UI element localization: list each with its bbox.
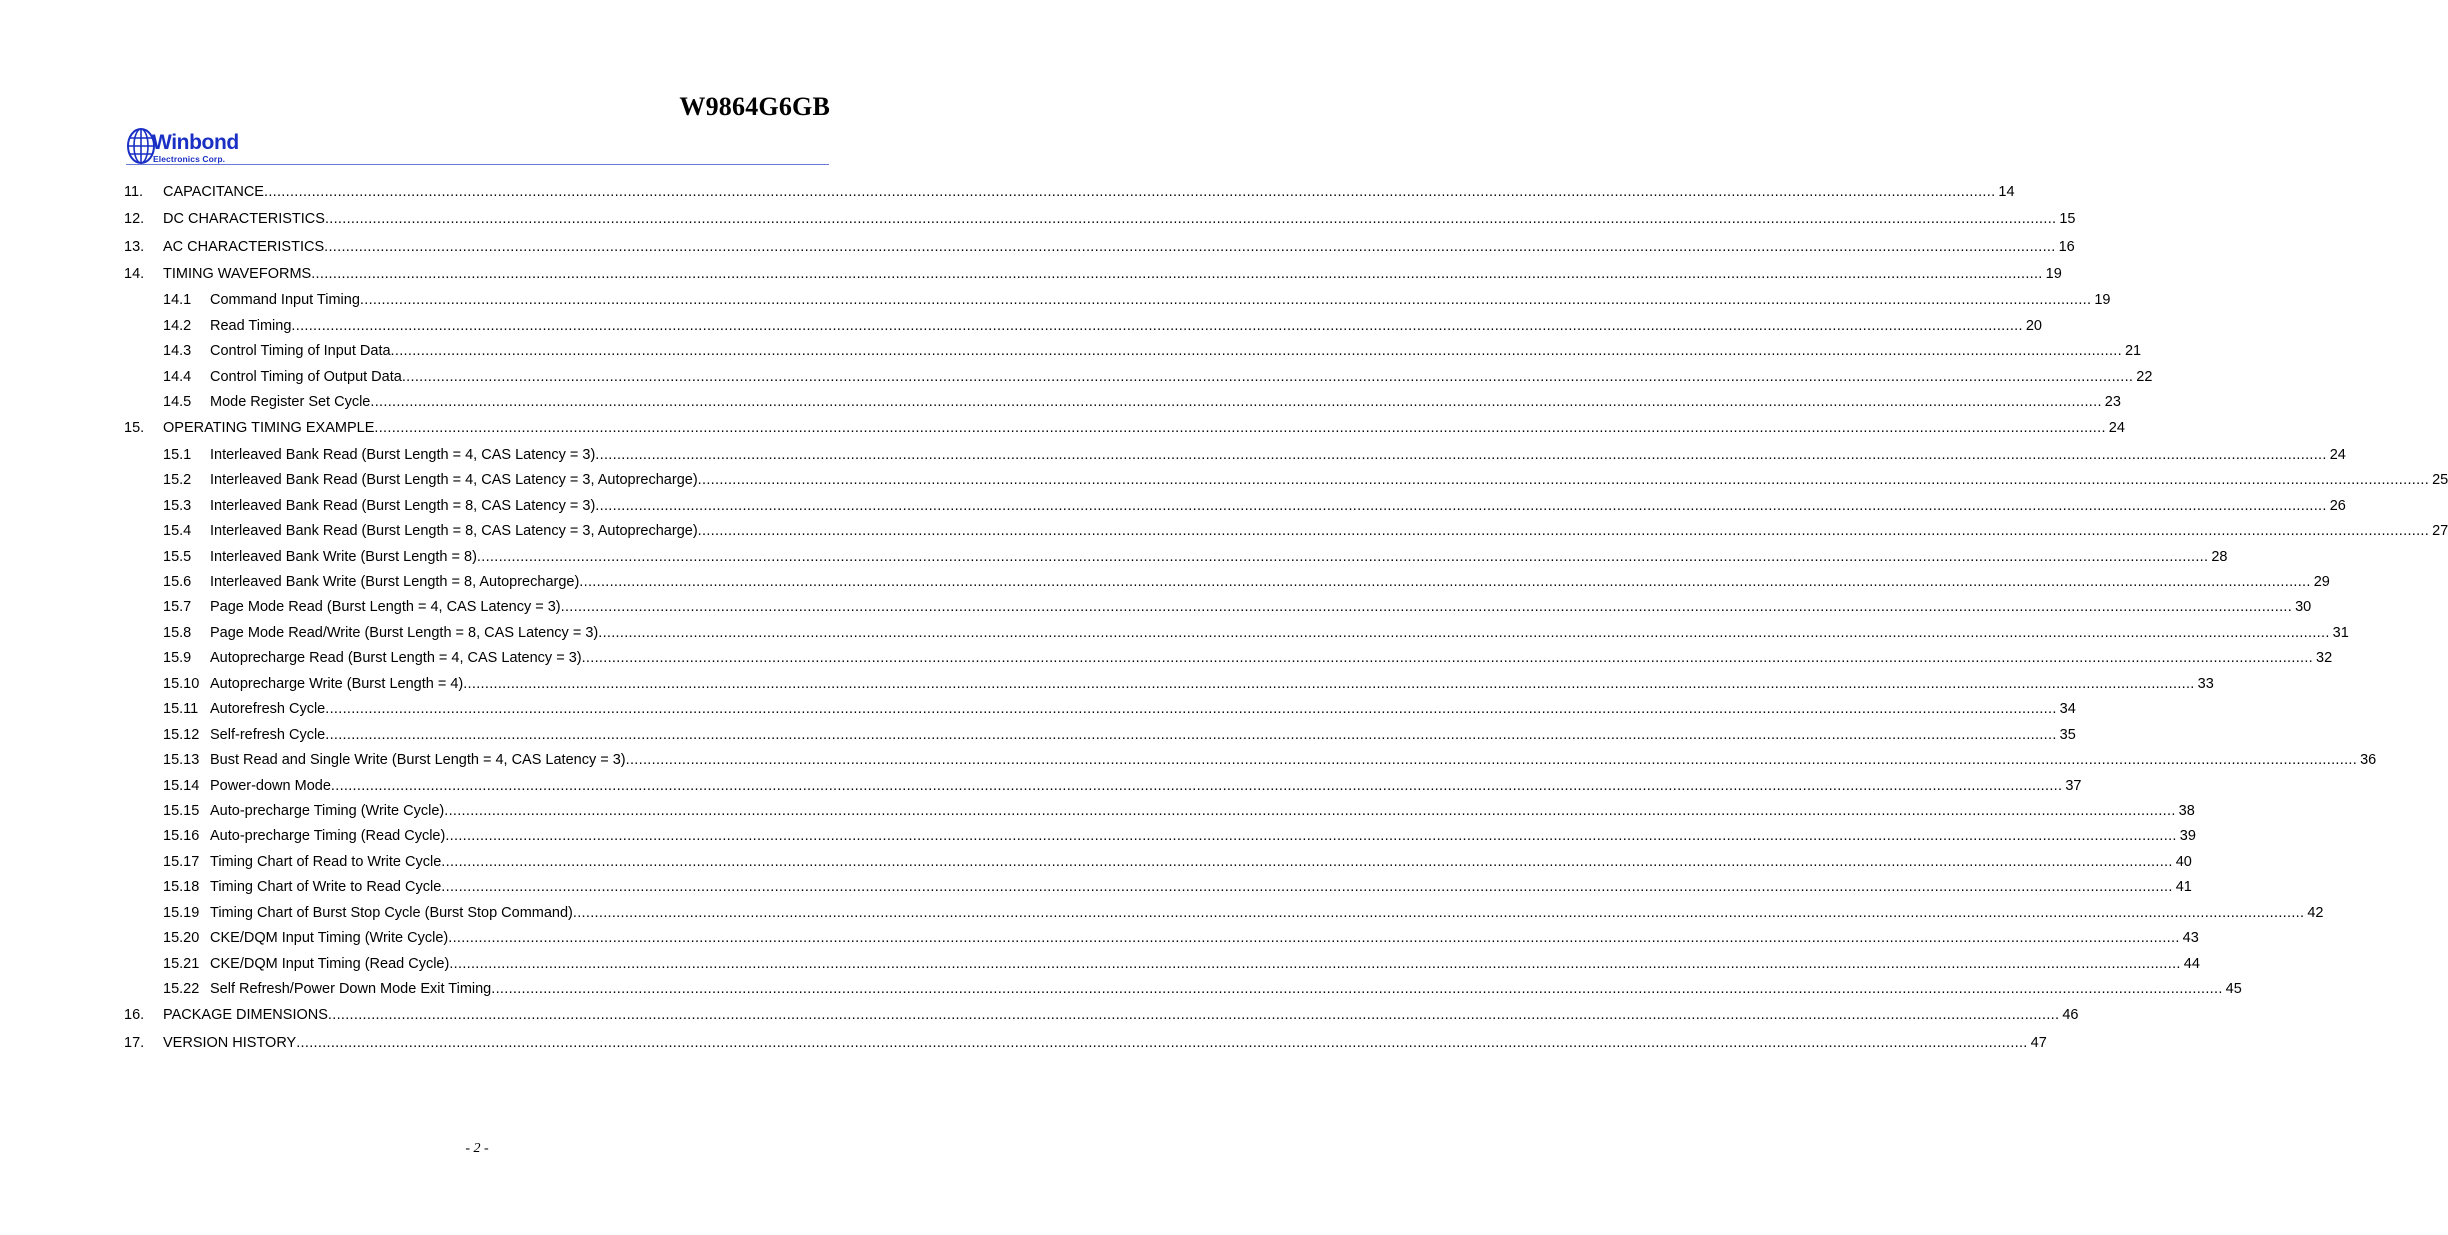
toc-entry-number: 15.20 bbox=[163, 930, 200, 946]
toc-entry[interactable] bbox=[124, 264, 2062, 284]
toc-dot-leader: ................................................................................................................................................................................................................................................................................................................................................................................................................ bbox=[325, 727, 2057, 743]
toc-entry-page: 41 bbox=[2173, 877, 2192, 897]
toc-entry-number: 15.11 bbox=[163, 701, 199, 717]
toc-entry-label: Auto-precharge Timing (Write Cycle) bbox=[210, 803, 445, 819]
toc-entry-number: 14.4 bbox=[163, 369, 192, 385]
toc-entry-label: Interleaved Bank Read (Burst Length = 8, CAS Latency = 3) bbox=[210, 498, 596, 514]
toc-entry-page: 15 bbox=[2056, 209, 2075, 229]
toc-entry-page: 44 bbox=[2181, 954, 2200, 974]
toc-entry[interactable] bbox=[124, 445, 2346, 465]
toc-entry-page: 37 bbox=[2062, 776, 2081, 796]
toc-entry[interactable] bbox=[124, 290, 2111, 310]
logo-wordmark: Winbond bbox=[152, 131, 239, 154]
toc-dot-leader: ................................................................................................................................................................................................................................................................................................................................................................................................................ bbox=[598, 625, 2330, 641]
toc-dot-leader: ................................................................................................................................................................................................................................................................................................................................................................................................................ bbox=[595, 447, 2327, 463]
toc-entry[interactable] bbox=[124, 979, 2242, 999]
toc-dot-leader: ................................................................................................................................................................................................................................................................................................................................................................................................................ bbox=[324, 211, 2057, 227]
toc-entry-page: 45 bbox=[2223, 979, 2242, 999]
toc-entry-page: 20 bbox=[2023, 316, 2042, 336]
toc-dot-leader: ................................................................................................................................................................................................................................................................................................................................................................................................................ bbox=[445, 828, 2177, 844]
toc-dot-leader: ................................................................................................................................................................................................................................................................................................................................................................................................................ bbox=[476, 549, 2209, 565]
toc-entry-label: OPERATING TIMING EXAMPLE bbox=[163, 420, 375, 436]
toc-entry[interactable] bbox=[124, 237, 2075, 257]
toc-entry[interactable] bbox=[124, 341, 2142, 361]
toc-entry-number: 15.21 bbox=[163, 956, 200, 972]
toc-entry-number: 15.19 bbox=[163, 905, 200, 921]
toc-entry-page: 19 bbox=[2091, 290, 2110, 310]
toc-entry-label: Control Timing of Input Data bbox=[210, 343, 391, 359]
toc-entry-page: 22 bbox=[2133, 367, 2152, 387]
toc-entry-number: 15.18 bbox=[163, 879, 200, 895]
toc-entry[interactable] bbox=[124, 674, 2214, 694]
toc-entry[interactable] bbox=[124, 648, 2333, 668]
toc-entry-page: 21 bbox=[2122, 341, 2141, 361]
toc-entry[interactable] bbox=[124, 928, 2199, 948]
toc-entry-label: Interleaved Bank Read (Burst Length = 4, CAS Latency = 3) bbox=[210, 447, 596, 463]
toc-entry-number: 15.7 bbox=[163, 599, 192, 615]
toc-entry-label: Autoprecharge Read (Burst Length = 4, CAS Latency = 3) bbox=[210, 650, 582, 666]
toc-entry-label: PACKAGE DIMENSIONS bbox=[163, 1007, 328, 1023]
toc-entry-label: Bust Read and Single Write (Burst Length = 4, CAS Latency = 3) bbox=[210, 752, 626, 768]
toc-dot-leader: ................................................................................................................................................................................................................................................................................................................................................................................................................ bbox=[359, 292, 2092, 308]
toc-dot-leader: ................................................................................................................................................................................................................................................................................................................................................................................................................ bbox=[441, 879, 2173, 895]
toc-entry-label: Autoprecharge Write (Burst Length = 4) bbox=[210, 676, 464, 692]
toc-entry-label: Timing Chart of Write to Read Cycle bbox=[210, 879, 442, 895]
toc-entry-number: 11. bbox=[124, 184, 144, 200]
toc-entry-page: 27 bbox=[2429, 521, 2448, 541]
toc-entry-label: VERSION HISTORY bbox=[163, 1035, 297, 1051]
toc-entry-label: Mode Register Set Cycle bbox=[210, 394, 371, 410]
toc-entry-label: Interleaved Bank Write (Burst Length = 8, Autoprecharge) bbox=[210, 574, 580, 590]
toc-dot-leader: ................................................................................................................................................................................................................................................................................................................................................................................................................ bbox=[330, 778, 2063, 794]
toc-entry-number: 16. bbox=[124, 1007, 145, 1023]
toc-entry-label: Command Input Timing bbox=[210, 292, 360, 308]
toc-entry-label: Auto-precharge Timing (Read Cycle) bbox=[210, 828, 446, 844]
toc-entry[interactable] bbox=[124, 1033, 2047, 1053]
toc-entry-page: 16 bbox=[2056, 237, 2075, 257]
document-title: W9864G6GB bbox=[679, 92, 830, 121]
toc-entry-page: 32 bbox=[2313, 648, 2332, 668]
toc-entry-page: 24 bbox=[2106, 418, 2125, 438]
toc-entry-label: CKE/DQM Input Timing (Read Cycle) bbox=[210, 956, 450, 972]
toc-entry[interactable] bbox=[124, 903, 2324, 923]
toc-dot-leader: ................................................................................................................................................................................................................................................................................................................................................................................................................ bbox=[697, 472, 2430, 488]
toc-entry-number: 15.4 bbox=[163, 523, 192, 539]
toc-entry-page: 38 bbox=[2176, 801, 2195, 821]
toc-entry-number: 17. bbox=[124, 1035, 145, 1051]
toc-entry[interactable] bbox=[124, 209, 2076, 229]
toc-entry-page: 28 bbox=[2208, 547, 2227, 567]
toc-entry-page: 25 bbox=[2429, 470, 2448, 490]
toc-entry-label: Power-down Mode bbox=[210, 778, 331, 794]
toc-entry-number: 15. bbox=[124, 420, 145, 436]
toc-entry-number: 15.9 bbox=[163, 650, 192, 666]
toc-entry[interactable] bbox=[124, 392, 2121, 412]
toc-entry-label: CAPACITANCE bbox=[163, 184, 264, 200]
toc-entry-label: Control Timing of Output Data bbox=[210, 369, 402, 385]
logo-subtitle: Electronics Corp. bbox=[153, 154, 226, 164]
toc-entry-number: 15.5 bbox=[163, 549, 192, 565]
toc-entry-number: 14.1 bbox=[163, 292, 192, 308]
toc-entry-page: 35 bbox=[2057, 725, 2076, 745]
toc-dot-leader: ................................................................................................................................................................................................................................................................................................................................................................................................................ bbox=[579, 574, 2311, 590]
toc-entry-page: 31 bbox=[2330, 623, 2349, 643]
toc-entry[interactable] bbox=[124, 826, 2196, 846]
toc-dot-leader: ................................................................................................................................................................................................................................................................................................................................................................................................................ bbox=[441, 854, 2173, 870]
toc-dot-leader: ................................................................................................................................................................................................................................................................................................................................................................................................................ bbox=[390, 343, 2122, 359]
toc-entry-page: 40 bbox=[2173, 852, 2192, 872]
toc-entry-page: 14 bbox=[1995, 182, 2014, 202]
toc-entry-number: 15.6 bbox=[163, 574, 192, 590]
toc-dot-leader: ................................................................................................................................................................................................................................................................................................................................................................................................................ bbox=[448, 930, 2180, 946]
toc-entry-page: 42 bbox=[2304, 903, 2323, 923]
toc-entry-label: TIMING WAVEFORMS bbox=[163, 266, 312, 282]
toc-entry-label: CKE/DQM Input Timing (Write Cycle) bbox=[210, 930, 449, 946]
toc-entry[interactable] bbox=[124, 699, 2076, 719]
toc-entry-page: 23 bbox=[2102, 392, 2121, 412]
toc-entry-page: 46 bbox=[2059, 1005, 2078, 1025]
toc-entry-label: Interleaved Bank Read (Burst Length = 8, CAS Latency = 3, Autoprecharge) bbox=[210, 523, 698, 539]
toc-dot-leader: ................................................................................................................................................................................................................................................................................................................................................................................................................ bbox=[291, 318, 2023, 334]
toc-dot-leader: ................................................................................................................................................................................................................................................................................................................................................................................................................ bbox=[625, 752, 2358, 768]
toc-entry[interactable] bbox=[124, 750, 2377, 770]
toc-entry[interactable] bbox=[124, 547, 2228, 567]
toc-entry-page: 30 bbox=[2292, 597, 2311, 617]
toc-entry-page: 33 bbox=[2195, 674, 2214, 694]
toc-entry-label: Page Mode Read/Write (Burst Length = 8, CAS Latency = 3) bbox=[210, 625, 599, 641]
toc-entry-number: 14.3 bbox=[163, 343, 192, 359]
toc-entry-page: 24 bbox=[2327, 445, 2346, 465]
page-number: - 2 - bbox=[465, 1141, 489, 1156]
toc-entry-number: 15.14 bbox=[163, 778, 200, 794]
toc-entry-number: 15.15 bbox=[163, 803, 200, 819]
toc-dot-leader: ................................................................................................................................................................................................................................................................................................................................................................................................................ bbox=[560, 599, 2293, 615]
toc-dot-leader: ................................................................................................................................................................................................................................................................................................................................................................................................................ bbox=[595, 498, 2327, 514]
toc-dot-leader: ................................................................................................................................................................................................................................................................................................................................................................................................................ bbox=[491, 981, 2223, 997]
toc-entry[interactable] bbox=[124, 316, 2042, 336]
toc-entry[interactable] bbox=[124, 470, 2448, 490]
toc-entry-label: AC CHARACTERISTICS bbox=[163, 239, 325, 255]
toc-entry-label: DC CHARACTERISTICS bbox=[163, 211, 325, 227]
toc-dot-leader: ................................................................................................................................................................................................................................................................................................................................................................................................................ bbox=[324, 239, 2056, 255]
toc-entry[interactable] bbox=[124, 367, 2153, 387]
toc-entry-label: Interleaved Bank Write (Burst Length = 8) bbox=[210, 549, 477, 565]
toc-dot-leader: ................................................................................................................................................................................................................................................................................................................................................................................................................ bbox=[374, 420, 2106, 436]
toc-entry[interactable] bbox=[124, 521, 2448, 541]
toc-entry[interactable] bbox=[124, 597, 2312, 617]
toc-entry-number: 15.1 bbox=[163, 447, 192, 463]
toc-dot-leader: ................................................................................................................................................................................................................................................................................................................................................................................................................ bbox=[581, 650, 2314, 666]
toc-entry-number: 14. bbox=[124, 266, 145, 282]
toc-entry[interactable] bbox=[124, 572, 2330, 592]
toc-entry-number: 15.22 bbox=[163, 981, 200, 997]
toc-entry-label: Autorefresh Cycle bbox=[210, 701, 326, 717]
toc-dot-leader: ................................................................................................................................................................................................................................................................................................................................................................................................................ bbox=[463, 676, 2195, 692]
toc-entry-label: Interleaved Bank Read (Burst Length = 4, CAS Latency = 3, Autoprecharge) bbox=[210, 472, 698, 488]
toc-entry[interactable] bbox=[124, 418, 2125, 438]
toc-dot-leader: ................................................................................................................................................................................................................................................................................................................................................................................................................ bbox=[370, 394, 2102, 410]
toc-entry[interactable] bbox=[124, 954, 2200, 974]
toc-entry-label: Self-refresh Cycle bbox=[210, 727, 326, 743]
toc-entry-page: 47 bbox=[2028, 1033, 2047, 1053]
toc-entry-number: 15.3 bbox=[163, 498, 192, 514]
toc-entry-label: Read Timing bbox=[210, 318, 292, 334]
toc-entry-page: 43 bbox=[2180, 928, 2199, 948]
toc-entry-label: Timing Chart of Burst Stop Cycle (Burst Stop Command) bbox=[210, 905, 573, 921]
toc-dot-leader: ................................................................................................................................................................................................................................................................................................................................................................................................................ bbox=[449, 956, 2181, 972]
toc-dot-leader: ................................................................................................................................................................................................................................................................................................................................................................................................................ bbox=[311, 266, 2043, 282]
toc-entry[interactable] bbox=[124, 877, 2192, 897]
toc-entry-page: 39 bbox=[2177, 826, 2196, 846]
toc-entry-page: 26 bbox=[2327, 496, 2346, 516]
toc-entry-number: 12. bbox=[124, 211, 145, 227]
toc-dot-leader: ................................................................................................................................................................................................................................................................................................................................................................................................................ bbox=[263, 184, 1996, 200]
toc-entry-label: Timing Chart of Read to Write Cycle bbox=[210, 854, 442, 870]
toc-entry-number: 15.13 bbox=[163, 752, 200, 768]
toc-dot-leader: ................................................................................................................................................................................................................................................................................................................................................................................................................ bbox=[697, 523, 2430, 539]
toc-entry-number: 14.2 bbox=[163, 318, 192, 334]
toc-entry-page: 36 bbox=[2357, 750, 2376, 770]
toc-dot-leader: ................................................................................................................................................................................................................................................................................................................................................................................................................ bbox=[325, 701, 2057, 717]
toc-entry[interactable] bbox=[124, 496, 2346, 516]
toc-entry[interactable] bbox=[124, 801, 2195, 821]
toc-entry-number: 15.16 bbox=[163, 828, 200, 844]
toc-entry-number: 15.2 bbox=[163, 472, 192, 488]
winbond-logo bbox=[126, 126, 256, 166]
toc-entry[interactable] bbox=[124, 852, 2192, 872]
toc-dot-leader: ................................................................................................................................................................................................................................................................................................................................................................................................................ bbox=[572, 905, 2305, 921]
toc-entry[interactable] bbox=[124, 1005, 2079, 1025]
toc-entry-label: Page Mode Read (Burst Length = 4, CAS Latency = 3) bbox=[210, 599, 561, 615]
toc-entry[interactable] bbox=[124, 725, 2076, 745]
toc-entry-number: 14.5 bbox=[163, 394, 192, 410]
toc-entry-page: 29 bbox=[2311, 572, 2330, 592]
toc-entry-number: 15.10 bbox=[163, 676, 200, 692]
toc-entry-label: Self Refresh/Power Down Mode Exit Timing bbox=[210, 981, 492, 997]
toc-entry-page: 34 bbox=[2057, 699, 2076, 719]
toc-entry-number: 15.8 bbox=[163, 625, 192, 641]
toc-entry[interactable] bbox=[124, 182, 2015, 202]
toc-entry[interactable] bbox=[124, 623, 2349, 643]
toc-dot-leader: ................................................................................................................................................................................................................................................................................................................................................................................................................ bbox=[296, 1035, 2028, 1051]
toc-entry[interactable] bbox=[124, 776, 2082, 796]
header-divider bbox=[126, 164, 829, 165]
toc-entry-number: 15.17 bbox=[163, 854, 200, 870]
toc-entry-number: 15.12 bbox=[163, 727, 200, 743]
toc-dot-leader: ................................................................................................................................................................................................................................................................................................................................................................................................................ bbox=[327, 1007, 2060, 1023]
toc-entry-number: 13. bbox=[124, 239, 145, 255]
toc-dot-leader: ................................................................................................................................................................................................................................................................................................................................................................................................................ bbox=[401, 369, 2134, 385]
toc-entry-page: 19 bbox=[2043, 264, 2062, 284]
toc-dot-leader: ................................................................................................................................................................................................................................................................................................................................................................................................................ bbox=[444, 803, 2176, 819]
